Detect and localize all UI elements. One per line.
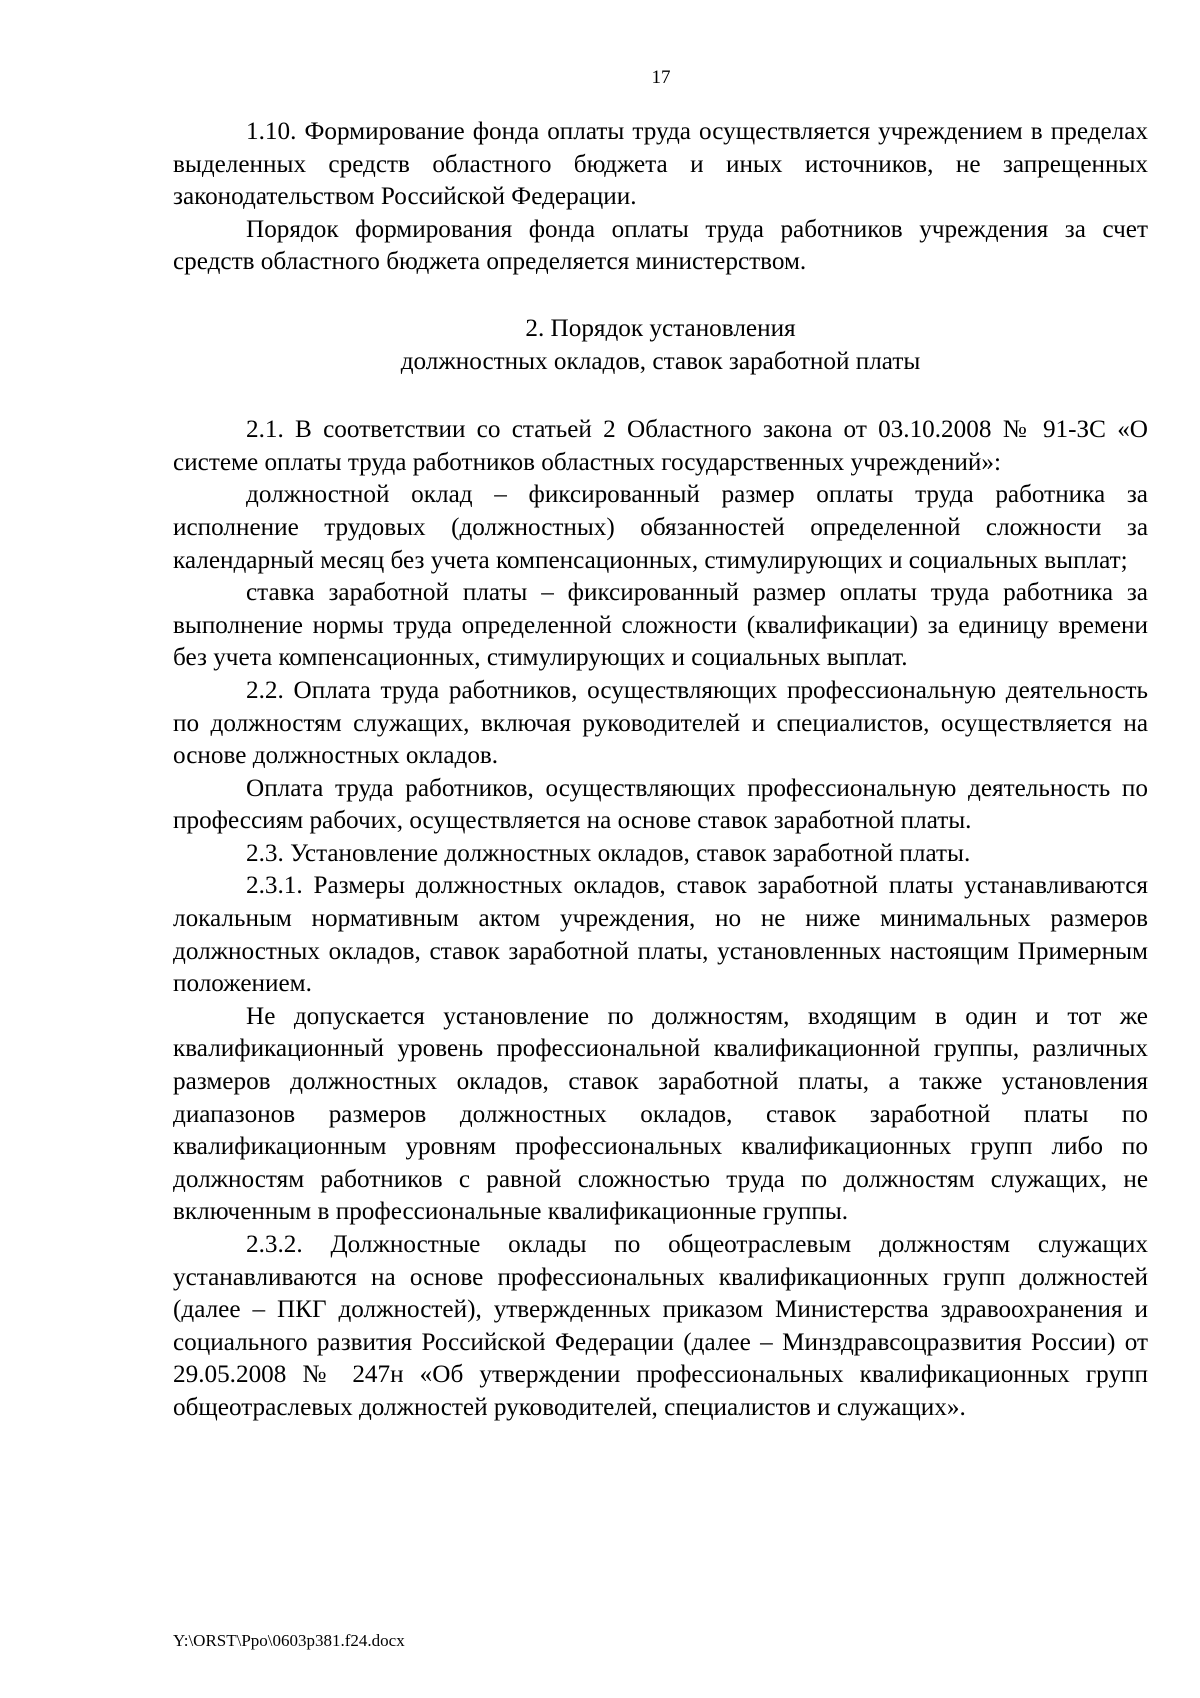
paragraph-not-allowed: Не допускается установление по должностям, входящим в один и тот же квалификационный уровень профессиональной квалификационной группы, различных размеров должностных окладов, ставок заработной платы, а также установления диапазонов размеров должностных окладов, ставок заработной платы по квалификационным уровням профессиональных квалификационных групп либо по должностям работников с равной сложностью труда по должностям служащих, не включенным в профессиональные квалификационные группы.: [173, 1002, 1148, 1226]
paragraph-2-3-1: 2.3.1. Размеры должностных окладов, ставок заработной платы устанавливаются локальным нормативным актом учреждения, но не ниже минимальных размеров должностных окладов, ставок заработной платы, установленных настоящим Примерным положением.: [173, 872, 1148, 998]
footer-file-path: Y:\ORST\Ppo\0603p381.f24.docx: [173, 1631, 405, 1650]
paragraph-official-salary-definition: должностной оклад – фиксированный размер оплаты труда работника за исполнение трудовых (должностных) обязанностей определенной сложности за календарный месяц без учета компенсационных, стимулирующих и социальных выплат;: [173, 481, 1148, 574]
spacer: [173, 378, 1148, 414]
paragraph-2-3-2: 2.3.2. Должностные оклады по общеотраслевым должностям служащих устанавливаются на основе профессиональных квалификационных групп должностей (далее – ПКГ должностей), утвержденных приказом Министерства здравоохранения и социального развития Российской Федерации (далее – Минздравсоцразвития России) от 29.05.2008 № 247н «Об утверждении профессиональных квалификационных групп общеотраслевых должностей руководителей, специалистов и служащих».: [173, 1231, 1148, 1421]
spacer: [173, 279, 1148, 313]
page-number: 17: [651, 67, 671, 88]
section-heading-line-1: 2. Порядок установления: [525, 314, 796, 342]
paragraph-2-1: 2.1. В соответствии со статьей 2 Областного закона от 03.10.2008 № 91-ЗС «О системе оплаты труда работников областных государственных учреждений»:: [173, 416, 1148, 476]
paragraph-2-3: 2.3. Установление должностных окладов, ставок заработной платы.: [246, 839, 971, 867]
section-heading-line-2: должностных окладов, ставок заработной платы: [400, 347, 921, 375]
document-body: [173, 116, 1148, 1425]
paragraph-1-10: 1.10. Формирование фонда оплаты труда осуществляется учреждением в пределах выделенных средств областного бюджета и иных источников, не запрещенных законодательством Российской Федерации.: [173, 118, 1148, 211]
paragraph-2-2: 2.2. Оплата труда работников, осуществляющих профессиональную деятельность по должностям служащих, включая руководителей и специалистов, осуществляется на основе должностных окладов.: [173, 676, 1148, 770]
paragraph-fund-formation: Порядок формирования фонда оплаты труда работников учреждения за счет средств областного бюджета определяется министерством.: [173, 215, 1148, 276]
paragraph-workers-pay: Оплата труда работников, осуществляющих профессиональную деятельность по профессиям рабочих, осуществляется на основе ставок заработной платы.: [173, 774, 1148, 835]
paragraph-wage-rate-definition: ставка заработной платы – фиксированный размер оплаты труда работника за выполнение нормы труда определенной сложности (квалификации) за единицу времени без учета компенсационных, стимулирующих и социальных выплат.: [173, 579, 1148, 672]
